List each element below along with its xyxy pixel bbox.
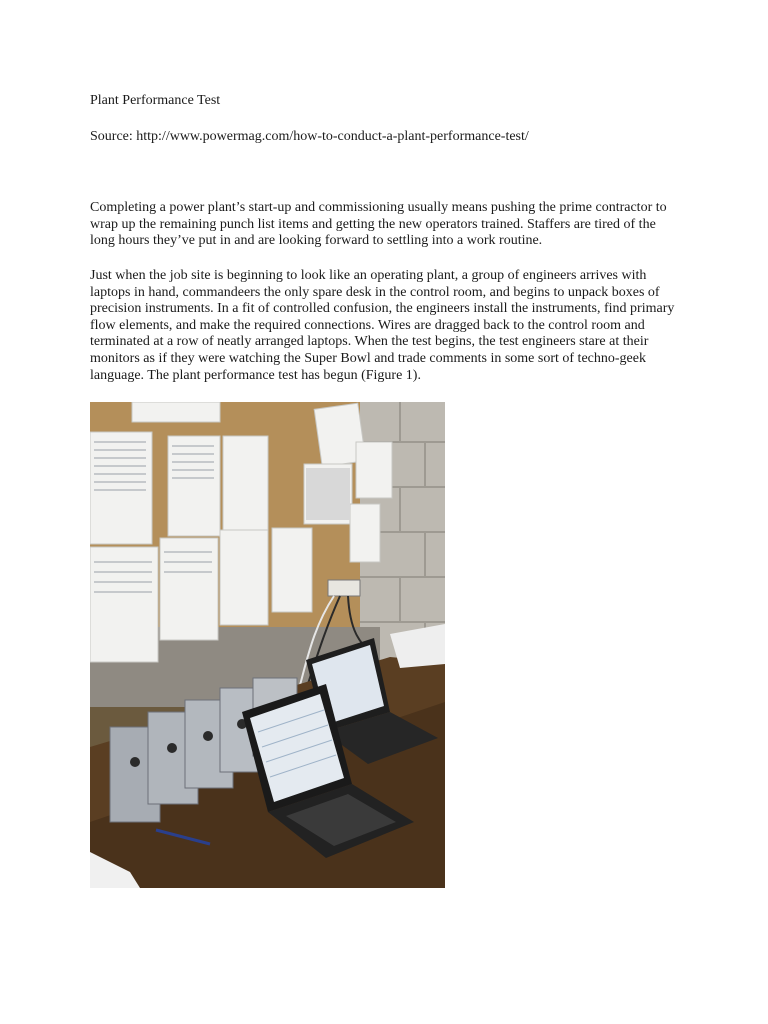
power-outlet — [328, 580, 360, 596]
paragraph-2-text: Just when the job site is beginning to look like an operating plant, a group of engineers arrives with laptops in hand, commandeers the only spare desk in the control room, and begins to unpack boxes of precision instruments. In a fit of controlled confusion, the engineers install the instruments, find primary flow elements, and make the required connections. Wires are dragged back to the control room and terminated at a row of neatly arranged laptops. When the test begins, the test engineers stare at their monitors as if they were watching the Super Bowl and trade comments in some sort of techno-geek language. The plant performance test has begun (Figure 1). — [90, 268, 675, 383]
paragraph-1 — [90, 200, 680, 250]
source-link-text: Source: http://www.powermag.com/how-to-conduct-a-plant-performance-test/ — [90, 129, 529, 144]
document-title: Plant Performance Test — [90, 93, 221, 108]
paragraph-2 — [90, 268, 680, 384]
schematic-sheet — [306, 468, 350, 520]
photo-illustration — [90, 402, 445, 888]
figure-1-photo — [90, 402, 445, 888]
paragraph-1-text: Completing a power plant’s start-up and commissioning usually means pushing the prime contractor to wrap up the remaining punch list items and getting the new operators trained. Staffers are tired of the long hours they’ve put in and are looking forward to settling into a work routine. — [90, 200, 667, 249]
